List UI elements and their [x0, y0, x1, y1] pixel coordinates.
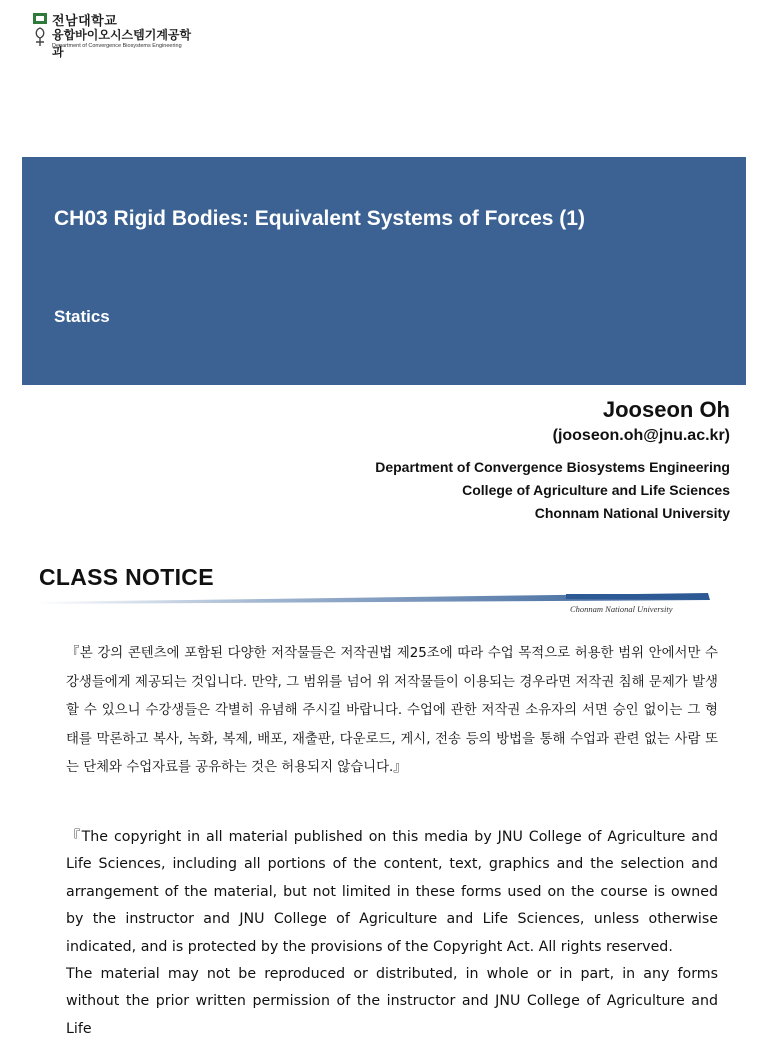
author-block	[375, 396, 730, 525]
class-notice-heading: CLASS NOTICE	[39, 564, 214, 590]
notice-english-paragraph-2: The material may not be reproduced or distributed, in whole or in part, in any forms without the prior written permission of the instructor and JNU College of Agriculture and Life	[66, 966, 718, 1037]
notice-korean-text	[66, 640, 718, 783]
lecture-title: CH03 Rigid Bodies: Equivalent Systems of Forces (1)	[54, 207, 585, 230]
title-banner	[22, 157, 746, 385]
university-logo	[32, 10, 202, 59]
notice-english-text	[66, 824, 718, 1043]
author-university: Chonnam National University	[534, 505, 730, 521]
notice-korean-paragraph: 『본 강의 콘텐츠에 포함된 다양한 저작물들은 저작권법 제25조에 따라 수업 목적으로 허용한 범위 안에서만 수강생들에게 제공되는 것입니다. 만약, 그 범위를 넘어 위 저작물들이 이용되는 경우라면 저작권 침해 문제가 발생할 수 있으니 수강생들은 각별히 유념해 주시길 바랍니다. 수업에 관한 저작권 소유자의 서면 승인 없이는 그 형태를 막론하고 복사, 녹화, 복제, 배포, 재출판, 다운로드, 게시, 전송 등의 방법을 통해 수업과 관련 없는 사람 또는 단체와 수업자료를 공유하는 것은 허용되지 않습니다.』	[66, 646, 718, 776]
department-name-en: Department of Convergence Biosystems Engineering	[52, 43, 182, 49]
notice-university-tag: Chonnam National University	[570, 604, 673, 614]
university-name-kr: 전남대학교	[52, 14, 118, 29]
course-subtitle: Statics	[54, 307, 110, 326]
university-emblem-icon	[32, 12, 48, 48]
author-department: Department of Convergence Biosystems Engineering	[375, 459, 730, 475]
author-college: College of Agriculture and Life Sciences	[462, 482, 730, 498]
author-email: (jooseon.oh@jnu.ac.kr)	[552, 427, 730, 444]
author-name: Jooseon Oh	[602, 397, 730, 422]
notice-english-paragraph-1: 『The copyright in all material published on this media by JNU College of Agriculture and Life Sciences, including all portions of the content, text, graphics and the selection and arrangement of the material, but not limited in these forms used on the course is owned by the instructor and JNU College of Agriculture and Life Sciences, unless otherwise indicated, and is protected by the provisions of the Copyright Act. All rights reserved.	[66, 829, 718, 955]
department-name-kr: 융합바이오시스템기계공학과	[52, 28, 192, 59]
